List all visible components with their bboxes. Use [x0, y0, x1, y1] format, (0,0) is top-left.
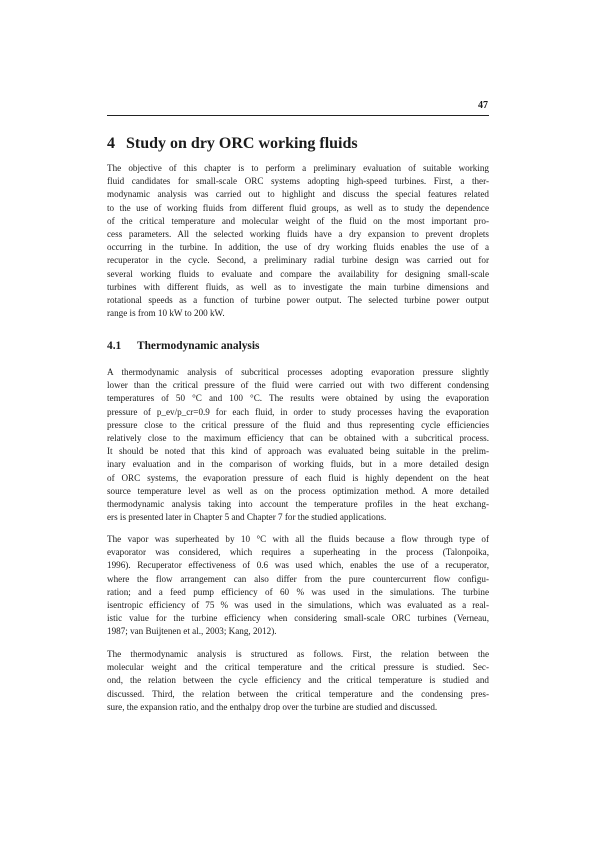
text-line: lower than the critical pressure of the fluid were carried out with two different condensing — [107, 380, 489, 391]
chapter-title: Study on dry ORC working fluids — [126, 135, 358, 152]
text-line: cess parameters. All the selected working fluids have a dry expansion to prevent droplets — [107, 229, 489, 240]
text-line: of ORC systems, the evaporation pressure of each fluid is highly dependent on the heat — [107, 472, 489, 483]
text-line: modynamic analysis was carried out to highlight and discuss the special features related — [107, 189, 489, 200]
text-line: occurring in the turbine. In addition, the use of dry working fluids enables the use of a — [107, 242, 489, 253]
intro-paragraph — [107, 162, 489, 320]
text-line: range is from 10 kW to 200 kW. — [107, 308, 225, 319]
paragraph-structure — [107, 648, 489, 714]
text-line: 1987; van Buijtenen et al., 2003; Kang, 2012). — [107, 626, 277, 637]
text-line: ers is presented later in Chapter 5 and Chapter 7 for the studied applications. — [107, 512, 387, 523]
text-line: pressure of p_ev/p_cr=0.9 for each fluid, in order to study processes having the evaporation — [107, 406, 489, 417]
text-line: isentropic efficiency of 75 % was used in the simulations, which was evaluated as a real- — [107, 600, 489, 611]
text-line: to the use of working fluids from different fluid groups, as well as to study the dependence — [107, 202, 489, 213]
text-line: discussed. Third, the relation between the critical temperature and the condensing pres- — [107, 688, 489, 699]
text-line: temperatures of 50 °C and 100 °C. The results were obtained by using the evaporation — [107, 393, 489, 404]
text-line: pressure close to the critical pressure of the fluid and thus representing cycle efficiencies — [107, 419, 489, 430]
text-line: evaporator was considered, which requires a superheating in the process (Talonpoika, — [107, 547, 489, 558]
text-line: of the critical temperature and molecular weight of the fluid on the most important pro- — [107, 215, 489, 226]
text-line: recuperator in the cycle. Second, a preliminary radial turbine design was carried out for — [107, 255, 489, 266]
chapter-number: 4 — [107, 135, 115, 152]
paragraph-thermodynamic-analysis — [107, 366, 489, 524]
text-line: The objective of this chapter is to perform a preliminary evaluation of suitable working — [107, 163, 489, 173]
text-line: sure, the expansion ratio, and the enthalpy drop over the turbine are studied and discussed. — [107, 701, 438, 712]
header-rule — [107, 115, 489, 116]
text-line: source temperature level as well as on the process optimization method. A more detailed — [107, 485, 489, 496]
text-line: fluid candidates for small-scale ORC systems adopting high-speed turbines. First, a ther- — [107, 176, 489, 187]
text-line: turbines with different fluids, as well as to investigate the main turbine dimensions and — [107, 281, 489, 292]
paragraph-superheating — [107, 533, 489, 639]
text-line: relatively close to the maximum efficiency that can be obtained with a subcritical process. — [107, 433, 489, 444]
text-line: A thermodynamic analysis of subcritical processes adopting evaporation pressure slightly — [107, 367, 489, 377]
text-line: where the flow arrangement can also differ from the pure countercurrent flow configu- — [107, 573, 489, 584]
text-line: istic value for the turbine efficiency when considering small-scale ORC turbines (Verneau, — [107, 613, 489, 624]
text-line: several working fluids to evaluate and compare the availability for designing small-scale — [107, 268, 489, 279]
section-heading — [107, 339, 489, 353]
text-line: It should be noted that this kind of approach was evaluated being suitable in the prelim- — [107, 446, 489, 457]
text-line: inary evaluation and in the comparison of working fluids, but in a more detailed design — [107, 459, 489, 470]
text-line: The vapor was superheated by 10 °C with all the fluids because a flow through type of — [107, 534, 489, 544]
section-title: Thermodynamic analysis — [137, 340, 260, 352]
text-line: 1996). Recuperator effectiveness of 0.6 was used which, enables the use of a recuperator, — [107, 560, 489, 571]
text-line: ond, the relation between the cycle efficiency and the critical temperature is studied and — [107, 675, 489, 686]
section-number: 4.1 — [107, 340, 122, 352]
text-line: thermodynamic analysis taking into account the temperature profiles in the heat exchang- — [107, 499, 489, 510]
text-line: molecular weight and the critical temperature and the critical pressure is studied. Sec- — [107, 662, 489, 673]
page-number: 47 — [478, 100, 488, 111]
text-line: rotational speeds as a function of turbine power output. The selected turbine power output — [107, 295, 489, 306]
text-line: ration; and a feed pump efficiency of 60 % was used in the simulations. The turbine — [107, 586, 489, 597]
text-line: The thermodynamic analysis is structured as follows. First, the relation between the — [107, 649, 489, 659]
chapter-heading — [107, 134, 489, 154]
